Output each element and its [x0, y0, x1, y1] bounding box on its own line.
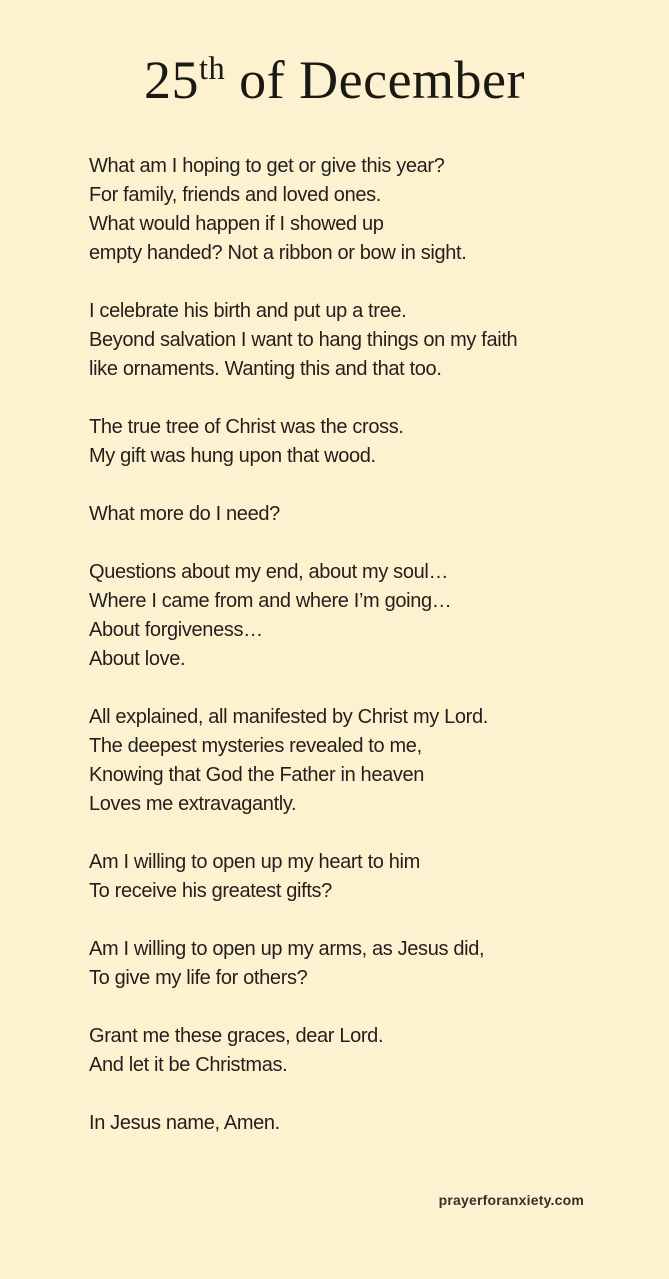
stanza-7: [89, 848, 609, 906]
title-number: 25: [143, 50, 199, 110]
stanza-9: [89, 1022, 609, 1080]
stanza-2: [89, 297, 609, 384]
poem-line: What would happen if I showed up: [89, 213, 384, 236]
poem-line: To give my life for others?: [89, 967, 308, 990]
poem-body: [0, 152, 669, 1138]
stanza-10: [89, 1109, 609, 1138]
stanza-5: [89, 558, 609, 674]
poem-line: All explained, all manifested by Christ my Lord.: [89, 706, 488, 729]
poem-line: The true tree of Christ was the cross.: [89, 416, 404, 439]
poem-line: Am I willing to open up my arms, as Jesus did,: [89, 938, 485, 961]
stanza-6: [89, 703, 609, 819]
poem-line: My gift was hung upon that wood.: [89, 445, 376, 468]
stanza-1: [89, 152, 609, 268]
poem-line: Am I willing to open up my heart to him: [89, 851, 420, 874]
poem-line: Beyond salvation I want to hang things on my faith: [89, 329, 518, 352]
poem-line: The deepest mysteries revealed to me,: [89, 735, 422, 758]
poem-line: Loves me extravagantly.: [89, 793, 297, 816]
poem-line: About forgiveness…: [89, 619, 263, 642]
poem-line: What am I hoping to get or give this year?: [89, 155, 445, 178]
poem-line: Questions about my end, about my soul…: [89, 561, 449, 584]
poem-line: Knowing that God the Father in heaven: [89, 764, 425, 787]
stanza-4: [89, 500, 609, 529]
title-ordinal: th: [198, 51, 226, 87]
poem-line: In Jesus name, Amen.: [89, 1112, 280, 1135]
poem-line: like ornaments. Wanting this and that too.: [89, 358, 442, 381]
poem-line: empty handed? Not a ribbon or bow in sight.: [89, 242, 467, 265]
poem-line: For family, friends and loved ones.: [89, 184, 381, 207]
site-attribution: prayerforanxiety.com: [438, 1192, 584, 1208]
poem-line: About love.: [89, 648, 186, 671]
stanza-8: [89, 935, 609, 993]
poem-line: Grant me these graces, dear Lord.: [89, 1025, 384, 1048]
poem-line: To receive his greatest gifts?: [89, 880, 332, 903]
stanza-3: [89, 413, 609, 471]
poem-line: What more do I need?: [89, 503, 280, 526]
poem-line: Where I came from and where I’m going…: [89, 590, 452, 613]
poem-line: I celebrate his birth and put up a tree.: [89, 300, 407, 323]
poem-line: And let it be Christmas.: [89, 1054, 288, 1077]
title-rest: of December: [225, 50, 526, 110]
page-title: [0, 0, 669, 110]
